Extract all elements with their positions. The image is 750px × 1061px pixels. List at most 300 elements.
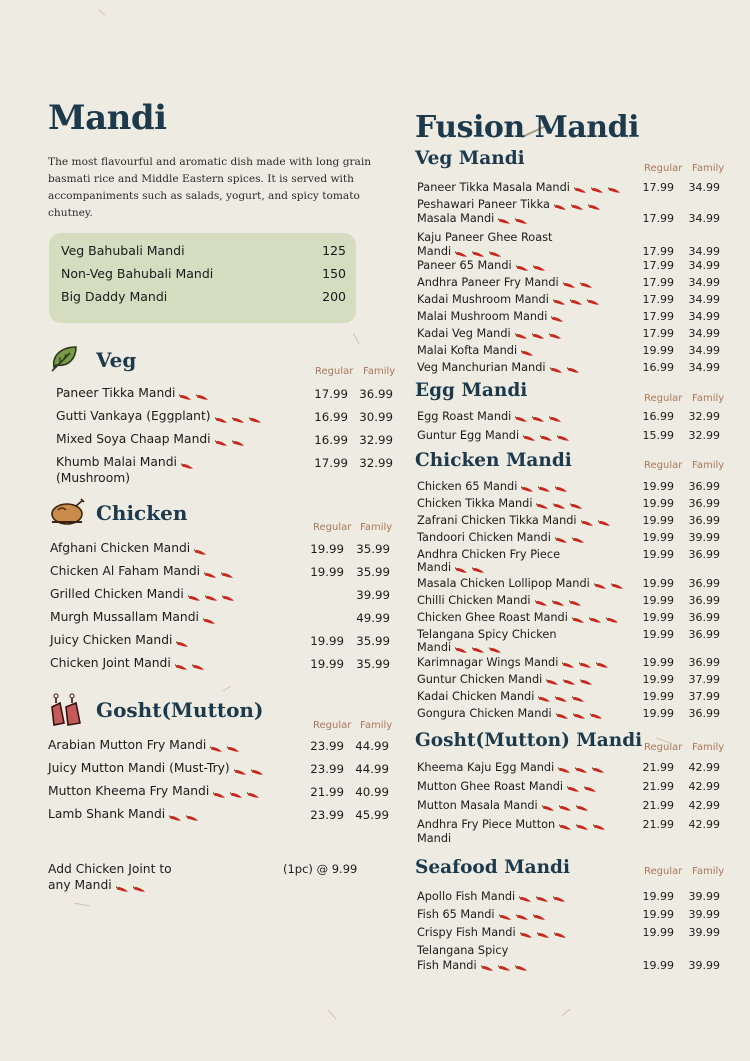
chili-icon (594, 580, 607, 588)
chili-icon (553, 500, 566, 508)
paper-fleck (99, 10, 106, 16)
chili-icon (472, 248, 485, 256)
menu-item-label: Mutton Kheema Fry Mandi (48, 784, 210, 798)
paper-fleck (74, 903, 90, 907)
chili-icon (557, 432, 570, 440)
menu-item-name (417, 310, 564, 324)
column-header-family: Family (692, 393, 725, 404)
menu-item-label: Chicken 65 Mandi (417, 480, 518, 493)
menu-item-name (417, 181, 621, 195)
chili-icon (210, 742, 223, 750)
veg-section-title: Veg (96, 348, 137, 372)
addon-line2 (48, 878, 146, 894)
menu-item-label: Fish 65 Mandi (417, 908, 495, 921)
menu-item-name (56, 409, 262, 424)
menu-item-label: Lamb Shank Mandi (48, 807, 166, 821)
menu-item-label: Kaju Paneer Ghee Roast (417, 231, 553, 244)
menu-item-name-line2 (417, 641, 502, 655)
chili-icon (536, 500, 549, 508)
chili-icon (590, 710, 603, 718)
price-regular: 19.99 (310, 634, 344, 648)
chili-icon (499, 911, 512, 919)
price-family: 36.99 (688, 656, 720, 669)
chili-icon (576, 821, 589, 829)
menu-item-name-line2 (417, 561, 485, 575)
price-family: 34.99 (688, 310, 720, 323)
menu-item-label: Grilled Chicken Mandi (50, 587, 184, 601)
menu-item-label: Veg Manchurian Mandi (417, 361, 546, 374)
price-regular: 19.99 (642, 497, 674, 510)
paper-fleck (561, 1008, 571, 1016)
menu-item-name (48, 807, 199, 822)
menu-item-label: Crispy Fish Mandi (417, 926, 516, 939)
menu-item-name (50, 564, 234, 579)
menu-item-name (417, 410, 562, 424)
bahubali-row (61, 239, 346, 262)
chili-icon (591, 184, 604, 192)
gosht-section-title: Gosht(Mutton) Mandi (415, 730, 643, 751)
chili-icon (251, 765, 264, 773)
price-family: 36.99 (688, 707, 720, 720)
menu-item-name (417, 690, 585, 704)
menu-item-name (417, 780, 597, 794)
price-regular: 19.99 (642, 959, 674, 972)
chili-icon (562, 659, 575, 667)
menu-item-name (48, 738, 240, 753)
chili-icon (498, 962, 511, 970)
price-family: 35.99 (356, 565, 390, 579)
menu-item-name (56, 386, 209, 401)
chili-icon (188, 591, 201, 599)
chili-icon (572, 534, 585, 542)
chili-icon (553, 893, 566, 901)
menu-item-label: Chicken Tikka Mandi (417, 497, 533, 510)
menu-item-name (417, 531, 585, 545)
menu-item-label: Telangana Spicy (417, 944, 509, 957)
menu-item-label: Guntur Chicken Mandi (417, 673, 543, 686)
chili-icon (455, 564, 468, 572)
menu-item-label: Mutton Ghee Roast Mandi (417, 780, 564, 793)
column-header-family: Family (692, 460, 725, 471)
chili-icon (515, 962, 528, 970)
menu-item-label: Malai Mushroom Mandi (417, 310, 548, 323)
menu-item-name (417, 429, 570, 443)
price-regular: 19.99 (642, 344, 674, 357)
chili-icon (175, 660, 188, 668)
menu-item-label-line2: Mandi (417, 245, 452, 258)
chili-icon (249, 413, 262, 421)
roast-chicken-icon (48, 496, 86, 530)
price-family: 42.99 (688, 780, 720, 793)
chili-icon (563, 279, 576, 287)
price-regular: 19.99 (642, 926, 674, 939)
chili-icon (554, 929, 567, 937)
price-family: 42.99 (688, 799, 720, 812)
price-regular: 19.99 (642, 908, 674, 921)
chili-icon (581, 517, 594, 525)
menu-item-name (50, 541, 207, 556)
price-regular: 16.99 (642, 410, 674, 423)
price-family: 39.99 (688, 890, 720, 903)
price-family: 36.99 (688, 611, 720, 624)
price-family: 34.99 (688, 293, 720, 306)
price-family: 39.99 (688, 531, 720, 544)
chili-icon (196, 390, 209, 398)
chili-icon (222, 591, 235, 599)
fusion-title: Fusion Mandi (415, 110, 639, 145)
paper-fleck (328, 1010, 336, 1020)
addon-price: (1pc) @ 9.99 (283, 862, 358, 876)
price-regular: 16.99 (314, 433, 348, 447)
price-family: 39.99 (688, 908, 720, 921)
column-header-regular: Regular (644, 393, 683, 404)
price-regular: 19.99 (642, 890, 674, 903)
price-family: 36.99 (688, 548, 720, 561)
price-regular: 17.99 (642, 293, 674, 306)
menu-item-name (417, 577, 624, 591)
price-family: 49.99 (356, 611, 390, 625)
price-regular: 19.99 (642, 594, 674, 607)
chili-icon (606, 614, 619, 622)
menu-item-label-line2: Mandi (417, 832, 452, 845)
menu-item-label: Karimnagar Wings Mandi (417, 656, 559, 669)
chili-icon (549, 413, 562, 421)
price-regular: 19.99 (642, 673, 674, 686)
mandi-title: Mandi (48, 98, 167, 138)
menu-item-label-line2: Masala Mandi (417, 212, 495, 225)
menu-item-label: Guntur Egg Mandi (417, 429, 520, 442)
price-family: 42.99 (688, 818, 720, 831)
chili-icon (570, 500, 583, 508)
chili-icon (579, 659, 592, 667)
column-header-regular: Regular (313, 522, 352, 533)
price-regular: 21.99 (310, 785, 344, 799)
price-regular: 17.99 (642, 245, 674, 258)
menu-item-label: Mixed Soya Chaap Mandi (56, 432, 211, 446)
chili-icon (227, 742, 240, 750)
price-regular: 19.99 (642, 480, 674, 493)
price-regular: 17.99 (642, 276, 674, 289)
menu-item-label: Chicken Joint Mandi (50, 656, 171, 670)
menu-item-label: Telangana Spicy Chicken (417, 628, 557, 641)
chicken-section-title: Chicken (96, 501, 188, 525)
chili-icon (230, 788, 243, 796)
menu-item-label: Andhra Chicken Fry Piece (417, 548, 561, 561)
price-regular: 19.99 (642, 690, 674, 703)
menu-item-name (48, 784, 260, 799)
menu-item-label: Paneer Tikka Masala Mandi (417, 181, 570, 194)
menu-item-name-line2 (417, 832, 451, 846)
chili-icon (592, 764, 605, 772)
menu-item-label: Gutti Vankaya (Eggplant) (56, 409, 211, 423)
menu-item-label: Chicken Al Faham Mandi (50, 564, 201, 578)
menu-item-name (417, 944, 508, 958)
price-family: 39.99 (356, 588, 390, 602)
veg-section-heading (48, 343, 136, 377)
chili-icon (587, 296, 600, 304)
price-family: 40.99 (355, 785, 389, 799)
price-regular: 19.99 (642, 611, 674, 624)
menu-item-name (48, 761, 264, 776)
menu-item-name (417, 611, 619, 625)
column-header-family: Family (692, 163, 725, 174)
price-regular: 23.99 (310, 762, 344, 776)
menu-item-label-line2: Mandi (417, 561, 452, 574)
bahubali-name: Non-Veg Bahubali Mandi (61, 266, 214, 281)
chili-icon (234, 765, 247, 773)
chicken-section-heading (48, 496, 187, 530)
chili-icon (133, 882, 146, 890)
price-regular: 19.99 (310, 565, 344, 579)
chili-icon (472, 564, 485, 572)
menu-item-name (417, 594, 582, 608)
menu-item-name (417, 276, 593, 290)
chili-icon (559, 802, 572, 810)
chili-icon (589, 614, 602, 622)
price-regular: 19.99 (642, 531, 674, 544)
chili-icon (536, 893, 549, 901)
bahubali-row (61, 262, 346, 285)
gosht-section-heading (48, 693, 263, 727)
price-regular: 17.99 (314, 456, 348, 470)
menu-item-name-line2 (417, 959, 528, 973)
chili-icon (596, 659, 609, 667)
price-family: 32.99 (359, 433, 393, 447)
menu-item-name-line2 (56, 471, 130, 486)
menu-item-name (417, 198, 601, 212)
chili-icon (575, 764, 588, 772)
chili-icon (542, 802, 555, 810)
price-family: 34.99 (688, 245, 720, 258)
price-regular: 19.99 (642, 514, 674, 527)
paper-fleck (353, 333, 360, 344)
price-regular: 19.99 (642, 656, 674, 669)
chili-icon (516, 262, 529, 270)
bahubali-price: 125 (322, 243, 346, 258)
chili-icon (489, 248, 502, 256)
menu-item-label: Juicy Chicken Mandi (50, 633, 173, 647)
chili-icon (538, 693, 551, 701)
chili-icon (455, 248, 468, 256)
mandi-intro: The most flavourful and aromatic dish made with long grain basmati rice and Middle Eastern spices. It is served with accompaniments such as salads, yogurt, and spicy tomato chutney. (48, 156, 372, 219)
chili-icon (515, 215, 528, 223)
price-regular: 19.99 (642, 548, 674, 561)
menu-item-label: Gongura Chicken Mandi (417, 707, 552, 720)
price-regular: 21.99 (642, 818, 674, 831)
menu-item-label-line2: Mandi (417, 641, 452, 654)
chili-icon (247, 788, 260, 796)
seafood-section-title: Seafood Mandi (415, 857, 571, 878)
price-regular: 21.99 (642, 780, 674, 793)
bahubali-name: Veg Bahubali Mandi (61, 243, 185, 258)
chili-icon (555, 534, 568, 542)
chili-icon (535, 597, 548, 605)
chili-icon (549, 330, 562, 338)
chili-icon (204, 568, 217, 576)
chili-icon (572, 693, 585, 701)
chili-icon (550, 364, 563, 372)
chili-icon (571, 201, 584, 209)
menu-item-label: Kadai Veg Mandi (417, 327, 511, 340)
menu-item-name (417, 548, 560, 562)
menu-item-name (417, 327, 562, 341)
chili-icon (559, 821, 572, 829)
chili-icon (519, 893, 532, 901)
column-header-regular: Regular (315, 366, 354, 377)
bahubali-box (49, 233, 356, 323)
menu-item-name (417, 799, 589, 813)
menu-item-label: Egg Roast Mandi (417, 410, 512, 423)
column-header-family: Family (360, 720, 393, 731)
menu-item-name (417, 231, 552, 245)
price-regular: 21.99 (642, 799, 674, 812)
price-family: 34.99 (688, 361, 720, 374)
menu-item-label: Mutton Masala Mandi (417, 799, 538, 812)
chili-icon (569, 597, 582, 605)
price-regular: 17.99 (642, 259, 674, 272)
addon-line1: Add Chicken Joint to (48, 862, 172, 876)
menu-item-name-line2 (417, 245, 502, 259)
price-regular: 16.99 (314, 410, 348, 424)
chili-icon (194, 545, 207, 553)
menu-item-name (417, 344, 534, 358)
gosht-section-title: Gosht(Mutton) (96, 698, 264, 722)
chili-icon (472, 644, 485, 652)
paper-fleck (222, 686, 231, 692)
menu-item-label: Kadai Mushroom Mandi (417, 293, 549, 306)
menu-item-name (417, 890, 566, 904)
price-family: 36.99 (688, 577, 720, 590)
price-family: 39.99 (688, 926, 720, 939)
price-regular: 17.99 (642, 310, 674, 323)
price-regular: 19.99 (642, 707, 674, 720)
chili-icon (576, 802, 589, 810)
chili-icon (520, 929, 533, 937)
column-header-regular: Regular (644, 866, 683, 877)
price-family: 34.99 (688, 181, 720, 194)
price-family: 36.99 (688, 480, 720, 493)
column-header-regular: Regular (644, 163, 683, 174)
menu-item-name-line2 (417, 212, 528, 226)
bahubali-row (61, 285, 346, 308)
price-regular: 23.99 (310, 808, 344, 822)
chili-icon (588, 201, 601, 209)
price-regular: 16.99 (642, 361, 674, 374)
menu-item-label: Apollo Fish Mandi (417, 890, 516, 903)
price-regular: 17.99 (642, 212, 674, 225)
chicken-section-title: Chicken Mandi (415, 450, 572, 471)
chili-icon (203, 614, 216, 622)
chili-icon (192, 660, 205, 668)
price-regular: 17.99 (642, 181, 674, 194)
chili-icon (558, 764, 571, 772)
menu-item-label: Kadai Chicken Mandi (417, 690, 535, 703)
menu-item-name (417, 259, 546, 273)
price-family: 42.99 (688, 761, 720, 774)
price-regular: 19.99 (310, 657, 344, 671)
price-family: 34.99 (688, 344, 720, 357)
menu-item-label: Arabian Mutton Fry Mandi (48, 738, 207, 752)
chili-icon (523, 432, 536, 440)
price-family: 36.99 (688, 628, 720, 641)
chili-icon (215, 413, 228, 421)
chili-icon (498, 215, 511, 223)
price-regular: 19.99 (642, 577, 674, 590)
menu-item-label: Khumb Malai Mandi (56, 455, 177, 469)
price-family: 44.99 (355, 762, 389, 776)
price-regular: 17.99 (642, 327, 674, 340)
price-family: 32.99 (688, 429, 720, 442)
menu-item-label: Malai Kofta Mandi (417, 344, 518, 357)
chili-icon (186, 811, 199, 819)
chili-icon (521, 483, 534, 491)
price-regular: 17.99 (314, 387, 348, 401)
menu-item-name (417, 656, 609, 670)
chili-icon (537, 929, 550, 937)
chili-icon (580, 676, 593, 684)
price-family: 34.99 (688, 276, 720, 289)
menu-item-name (417, 818, 606, 832)
chili-icon (551, 313, 564, 321)
price-family: 35.99 (356, 542, 390, 556)
price-regular: 23.99 (310, 739, 344, 753)
menu-item-name (56, 432, 245, 447)
menu-item-name (417, 707, 603, 721)
price-family: 35.99 (356, 657, 390, 671)
chili-icon (521, 347, 534, 355)
column-header-family: Family (360, 522, 393, 533)
chili-icon (232, 436, 245, 444)
menu-item-label: Andhra Paneer Fry Mandi (417, 276, 559, 289)
chili-icon (205, 591, 218, 599)
chili-icon (181, 459, 194, 467)
price-regular: 21.99 (642, 761, 674, 774)
chili-icon (555, 483, 568, 491)
chili-icon (489, 644, 502, 652)
price-regular: 19.99 (642, 628, 674, 641)
price-family: 37.99 (688, 690, 720, 703)
chili-icon (221, 568, 234, 576)
price-family: 34.99 (688, 259, 720, 272)
egg-section-title: Egg Mandi (415, 380, 528, 401)
menu-item-label: Peshawari Paneer Tikka (417, 198, 550, 211)
menu-item-name (50, 656, 205, 671)
chili-icon (546, 676, 559, 684)
column-header-regular: Regular (313, 720, 352, 731)
price-regular: 15.99 (642, 429, 674, 442)
addon-line2-text: any Mandi (48, 878, 112, 892)
price-family: 44.99 (355, 739, 389, 753)
column-header-regular: Regular (644, 460, 683, 471)
chili-icon (540, 432, 553, 440)
chili-icon (532, 413, 545, 421)
menu-item-label: Murgh Mussallam Mandi (50, 610, 199, 624)
column-header-family: Family (692, 742, 725, 753)
menu-item-name (417, 761, 605, 775)
chili-icon (598, 517, 611, 525)
bahubali-price: 150 (322, 266, 346, 281)
price-family: 35.99 (356, 634, 390, 648)
column-header-regular: Regular (644, 742, 683, 753)
chili-icon (567, 783, 580, 791)
menu-item-label: Kheema Kaju Egg Mandi (417, 761, 555, 774)
price-family: 45.99 (355, 808, 389, 822)
chili-icon (574, 184, 587, 192)
menu-item-name (50, 587, 235, 602)
price-family: 36.99 (688, 497, 720, 510)
menu-item-label: Paneer Tikka Mandi (56, 386, 176, 400)
menu-item-label: Masala Chicken Lollipop Mandi (417, 577, 590, 590)
